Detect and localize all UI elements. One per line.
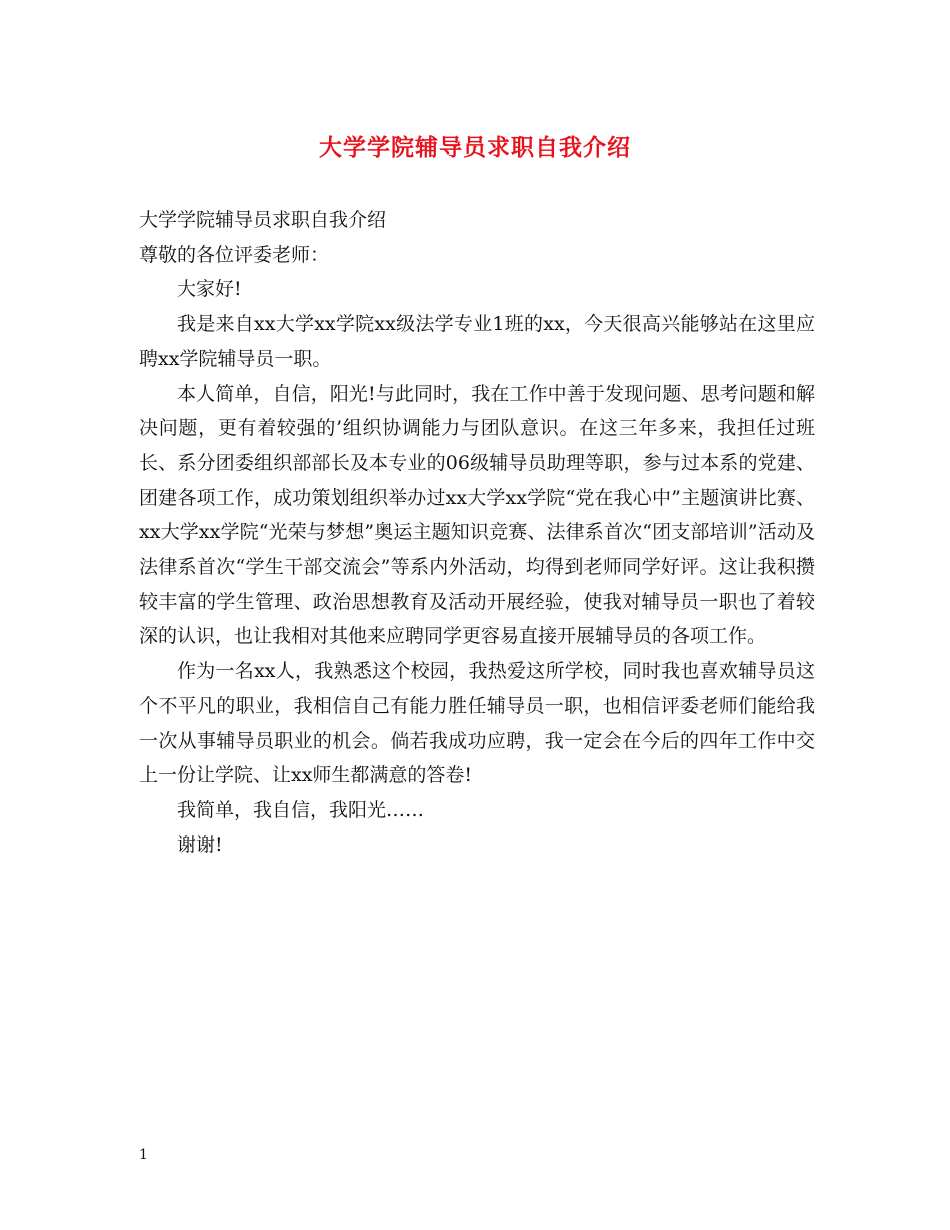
paragraph-heading-repeat: 大学学院辅导员求职自我介绍	[139, 209, 387, 231]
paragraph-slogan: 我简单，我自信，我阳光……	[177, 798, 425, 821]
document-title: 大学学院辅导员求职自我介绍	[319, 134, 631, 161]
paragraph-salutation: 尊敬的各位评委老师：	[139, 243, 330, 266]
paragraph-introduction: 我是来自xx大学xx学院xx级法学专业1班的xx，今天很高兴能够站在这里应聘xx学院辅导员一职。	[139, 313, 815, 370]
page-number: 1	[139, 1147, 148, 1163]
paragraph-greeting: 大家好!	[177, 278, 242, 301]
paragraph-thanks: 谢谢!	[177, 833, 223, 856]
document-body	[139, 203, 815, 862]
paragraph-experience: 本人简单，自信，阳光!与此同时，我在工作中善于发现问题、思考问题和解决问题，更有着较强的’组织协调能力与团队意识。在这三年多来，我担任过班长、系分团委组织部部长及本专业的06级辅导员助理等职，参与过本系的党建、团建各项工作，成功策划组织举办过xx大学xx学院“党在我心中”主题演讲比赛、xx大学xx学院“光荣与梦想”奥运主题知识竞赛、法律系首次“团支部培训”活动及法律系首次“学生干部交流会”等系内外活动，均得到老师同学好评。这让我积攒较丰富的学生管理、政治思想教育及活动开展经验，使我对辅导员一职也了着较深的认识，也让我相对其他来应聘同学更容易直接开展辅导员的各项工作。	[139, 382, 815, 648]
paragraph-motivation: 作为一名xx人，我熟悉这个校园，我热爱这所学校，同时我也喜欢辅导员这个不平凡的职业，我相信自己有能力胜任辅导员一职，也相信评委老师们能给我一次从事辅导员职业的机会。倘若我成功应聘，我一定会在今后的四年工作中交上一份让学院、让xx师生都满意的答卷!	[139, 660, 815, 787]
